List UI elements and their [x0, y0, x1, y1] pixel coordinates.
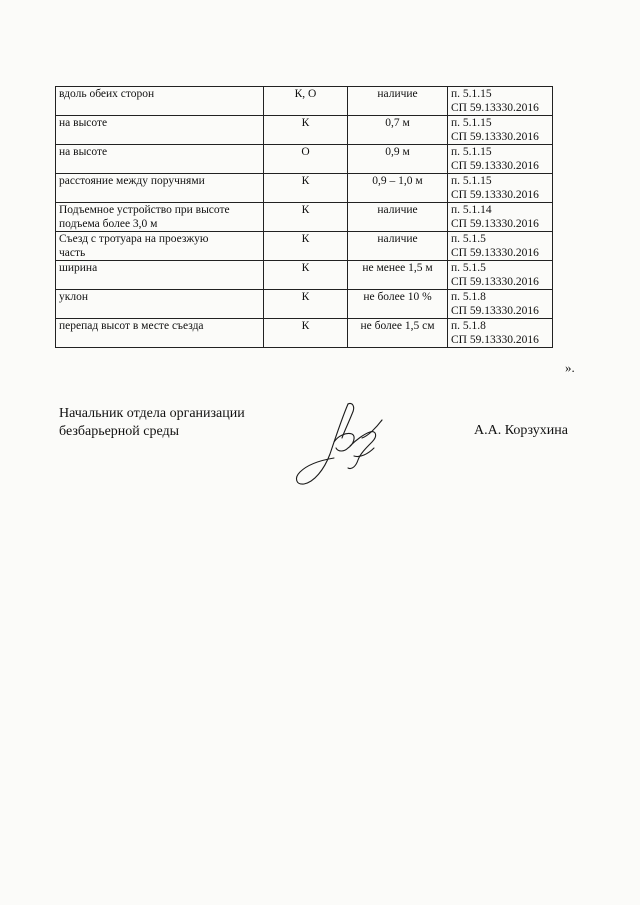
- requirement-item: на высоте: [56, 116, 264, 145]
- table-row: [56, 145, 553, 174]
- reference-clause: п. 5.1.8: [451, 291, 486, 303]
- requirement-item: расстояние между поручнями: [56, 174, 264, 203]
- reference-code: СП 59.13330.2016: [451, 189, 539, 201]
- requirement-item-line: часть: [59, 247, 86, 259]
- requirement-category: К: [264, 319, 348, 348]
- table-row: [56, 116, 553, 145]
- requirement-value: наличие: [348, 87, 448, 116]
- requirement-value: 0,9 м: [348, 145, 448, 174]
- requirement-reference: [448, 290, 553, 319]
- requirement-item: ширина: [56, 261, 264, 290]
- requirement-reference: [448, 116, 553, 145]
- closing-quote-mark: ».: [565, 360, 575, 375]
- requirement-category: К: [264, 116, 348, 145]
- requirement-item: вдоль обеих сторон: [56, 87, 264, 116]
- requirement-item-line: Подъемное устройство при высоте: [59, 204, 230, 216]
- requirement-item-line: Съезд с тротуара на проезжую: [59, 233, 209, 245]
- signatory-role-line: Начальник отдела организации: [59, 406, 245, 421]
- reference-code: СП 59.13330.2016: [451, 305, 539, 317]
- requirement-reference: [448, 87, 553, 116]
- requirement-reference: [448, 203, 553, 232]
- requirement-value: не более 10 %: [348, 290, 448, 319]
- table-row: [56, 319, 553, 348]
- signatory-name: А.А. Корзухина: [474, 423, 568, 438]
- requirement-reference: [448, 261, 553, 290]
- table-row: [56, 261, 553, 290]
- handwritten-signature-icon: [290, 398, 395, 490]
- requirement-reference: [448, 319, 553, 348]
- requirement-category: О: [264, 145, 348, 174]
- requirement-reference: [448, 174, 553, 203]
- requirement-category: К: [264, 232, 348, 261]
- table-row: [56, 290, 553, 319]
- reference-clause: п. 5.1.8: [451, 320, 486, 332]
- requirement-value: не менее 1,5 м: [348, 261, 448, 290]
- reference-code: СП 59.13330.2016: [451, 102, 539, 114]
- requirement-category: К: [264, 174, 348, 203]
- requirement-item-line: подъема более 3,0 м: [59, 218, 158, 230]
- requirement-item: [56, 203, 264, 232]
- requirement-category: К: [264, 290, 348, 319]
- reference-clause: п. 5.1.14: [451, 204, 492, 216]
- reference-clause: п. 5.1.15: [451, 88, 492, 100]
- table-row: [56, 203, 553, 232]
- requirement-reference: [448, 145, 553, 174]
- reference-clause: п. 5.1.5: [451, 262, 486, 274]
- requirement-value: 0,7 м: [348, 116, 448, 145]
- table-row: [56, 232, 553, 261]
- requirement-item: перепад высот в месте съезда: [56, 319, 264, 348]
- reference-code: СП 59.13330.2016: [451, 276, 539, 288]
- table-row: [56, 174, 553, 203]
- reference-clause: п. 5.1.5: [451, 233, 486, 245]
- reference-code: СП 59.13330.2016: [451, 247, 539, 259]
- requirement-item: [56, 232, 264, 261]
- reference-code: СП 59.13330.2016: [451, 218, 539, 230]
- requirement-item: на высоте: [56, 145, 264, 174]
- requirements-table: [55, 86, 553, 348]
- requirement-category: К: [264, 203, 348, 232]
- requirement-reference: [448, 232, 553, 261]
- requirement-item: уклон: [56, 290, 264, 319]
- requirement-value: наличие: [348, 232, 448, 261]
- requirement-category: К, О: [264, 87, 348, 116]
- signatory-role: [59, 405, 245, 441]
- reference-code: СП 59.13330.2016: [451, 160, 539, 172]
- reference-code: СП 59.13330.2016: [451, 334, 539, 346]
- requirement-value: не более 1,5 см: [348, 319, 448, 348]
- reference-clause: п. 5.1.15: [451, 146, 492, 158]
- table-row: [56, 87, 553, 116]
- reference-clause: п. 5.1.15: [451, 175, 492, 187]
- requirement-value: 0,9 – 1,0 м: [348, 174, 448, 203]
- requirement-category: К: [264, 261, 348, 290]
- reference-clause: п. 5.1.15: [451, 117, 492, 129]
- reference-code: СП 59.13330.2016: [451, 131, 539, 143]
- signatory-role-line: безбарьерной среды: [59, 424, 180, 439]
- requirement-value: наличие: [348, 203, 448, 232]
